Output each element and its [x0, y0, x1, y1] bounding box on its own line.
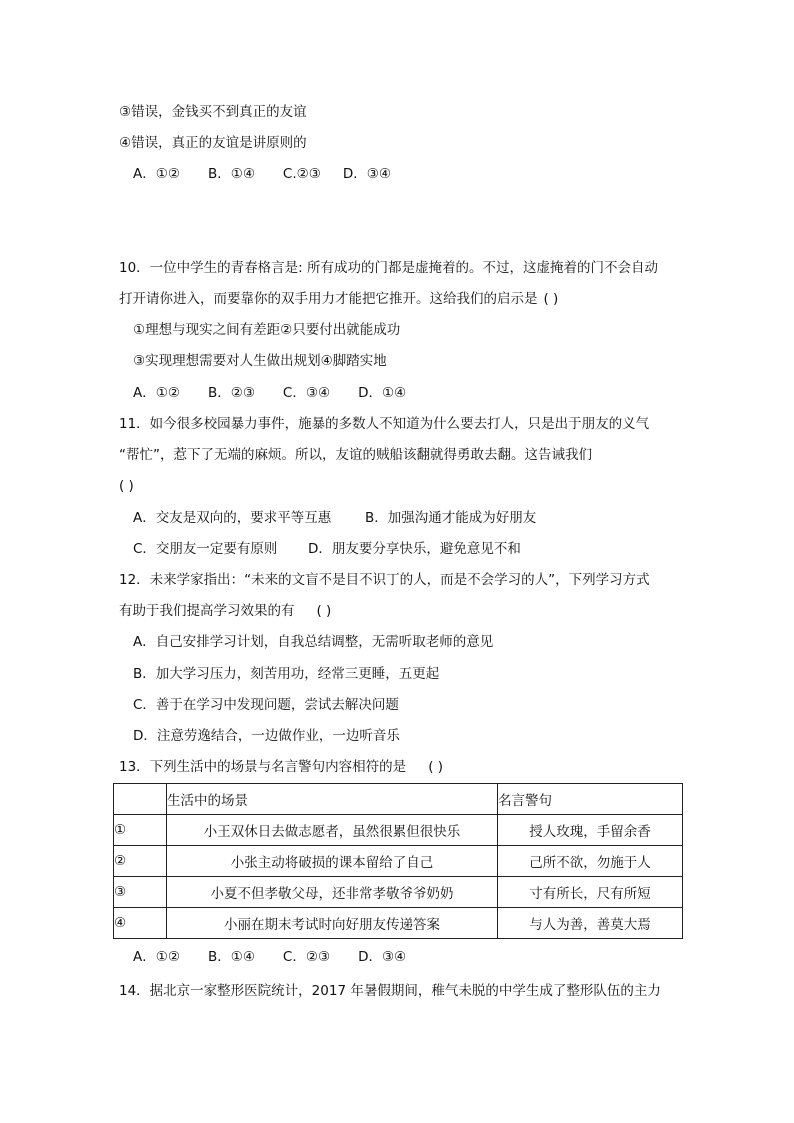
q10-option-b: B．②③	[207, 385, 255, 401]
table-row	[114, 815, 683, 846]
q10-answer-blank: ( )	[543, 291, 559, 307]
prev-option-a: A．①②	[133, 166, 180, 182]
q11-answer-blank: ( )	[119, 478, 134, 494]
table-cell-scene: 小夏不但孝敬父母，还非常孝敬爷爷奶奶	[167, 877, 498, 908]
table-header-scene: 生活中的场景	[167, 784, 498, 815]
q12-stem-line-1: 12．未来学家指出：“未来的文盲不是目不识丁的人，而是不会学习的人”，下列学习方式	[119, 572, 650, 588]
q10-stem-line-2	[119, 289, 558, 309]
q11-stem-line-2: “帮忙”，惹下了无端的麻烦。所以，友谊的贼船该翻就得勇敢去翻。这告诫我们	[119, 447, 592, 463]
table-cell-scene: 小丽在期末考试时向好朋友传递答案	[167, 908, 498, 939]
q13-stem-text: 13．下列生活中的场景与名言警句内容相符的是	[119, 759, 407, 775]
q13-option-c: C．②③	[282, 949, 331, 965]
q13-option-a: A．①②	[133, 949, 180, 965]
prev-option-b: B．①④	[207, 166, 255, 182]
q10-option-c: C．③④	[282, 385, 331, 401]
table-cell-scene: 小王双休日去做志愿者，虽然很累但很快乐	[167, 815, 498, 846]
q11-option-b: B．加强沟通才能成为好朋友	[365, 510, 537, 526]
table-cell-quote: 寸有所长，尺有所短	[498, 877, 683, 908]
table-cell-quote: 授人玫瑰，手留余香	[498, 815, 683, 846]
table-cell-index: ①	[114, 815, 167, 846]
q12-option-a: A．自己安排学习计划，自我总结调整，无需听取老师的意见	[133, 634, 494, 650]
q10-option-a: A．①②	[133, 385, 180, 401]
prev-statement-4: ④错误，真正的友谊是讲原则的	[119, 135, 307, 151]
q13-answer-blank: ( )	[428, 759, 444, 775]
q12-stem-text: 有助于我们提高学习效果的有	[119, 603, 295, 619]
q12-stem-line-2	[119, 601, 331, 621]
q13-stem	[119, 757, 443, 777]
q11-option-d: D．朋友要分享快乐，避免意见不和	[308, 541, 521, 557]
q11-options-row-2	[133, 539, 521, 559]
q10-statements-line-1: ①理想与现实之间有差距②只要付出就能成功	[133, 322, 401, 338]
q13-option-d: D．③④	[358, 949, 407, 965]
q14-stem-line-1: 14．据北京一家整形医院统计，2017 年暑假期间，稚气未脱的中学生成了整形队伍的主力	[119, 983, 661, 999]
q12-option-c: C．善于在学习中发现问题，尝试去解决问题	[133, 697, 399, 713]
q11-stem-line-1: 11．如今很多校园暴力事件，施暴的多数人不知道为什么要去打人，只是出于朋友的义气	[119, 416, 650, 432]
prev-options	[133, 164, 419, 184]
table-row	[114, 846, 683, 877]
q12-option-b: B．加大学习压力，刻苦用功，经常三更睡，五更起	[133, 666, 440, 682]
prev-option-c: C.②③	[282, 166, 321, 182]
prev-statement-3: ③错误，金钱买不到真正的友谊	[119, 104, 307, 120]
q12-answer-blank: ( )	[316, 603, 332, 619]
q10-stem-text: 打开请你进入，而要靠你的双手用力才能把它推开。这给我们的启示是	[119, 291, 538, 307]
table-header-quote: 名言警句	[498, 784, 683, 815]
q13-option-b: B．①④	[207, 949, 255, 965]
q13-options	[133, 947, 434, 967]
table-header-index	[114, 784, 167, 815]
table-cell-scene: 小张主动将破损的课本留给了自己	[167, 846, 498, 877]
q11-options-row-1	[133, 508, 536, 528]
q11-option-c: C．交朋友一定要有原则	[133, 541, 278, 557]
table-cell-index: ③	[114, 877, 167, 908]
table-cell-index: ④	[114, 908, 167, 939]
q10-stem-line-1: 10．一位中学生的青春格言是: 所有成功的门都是虚掩着的。不过，这虚掩着的门不会自动	[119, 260, 659, 276]
q10-option-d: D．①④	[358, 385, 407, 401]
q13-match-table	[113, 783, 683, 939]
q12-option-d: D．注意劳逸结合，一边做作业，一边听音乐	[133, 728, 400, 744]
prev-option-d: D．③④	[342, 166, 391, 182]
table-header-row	[114, 784, 683, 815]
table-cell-quote: 与人为善，善莫大焉	[498, 908, 683, 939]
table-cell-index: ②	[114, 846, 167, 877]
table-cell-quote: 己所不欲，勿施于人	[498, 846, 683, 877]
table-row	[114, 877, 683, 908]
q10-statements-line-2: ③实现理想需要对人生做出规划④脚踏实地	[133, 353, 387, 369]
table-row	[114, 908, 683, 939]
q10-options	[133, 383, 434, 403]
q11-option-a: A．交友是双向的，要求平等互惠	[133, 510, 332, 526]
